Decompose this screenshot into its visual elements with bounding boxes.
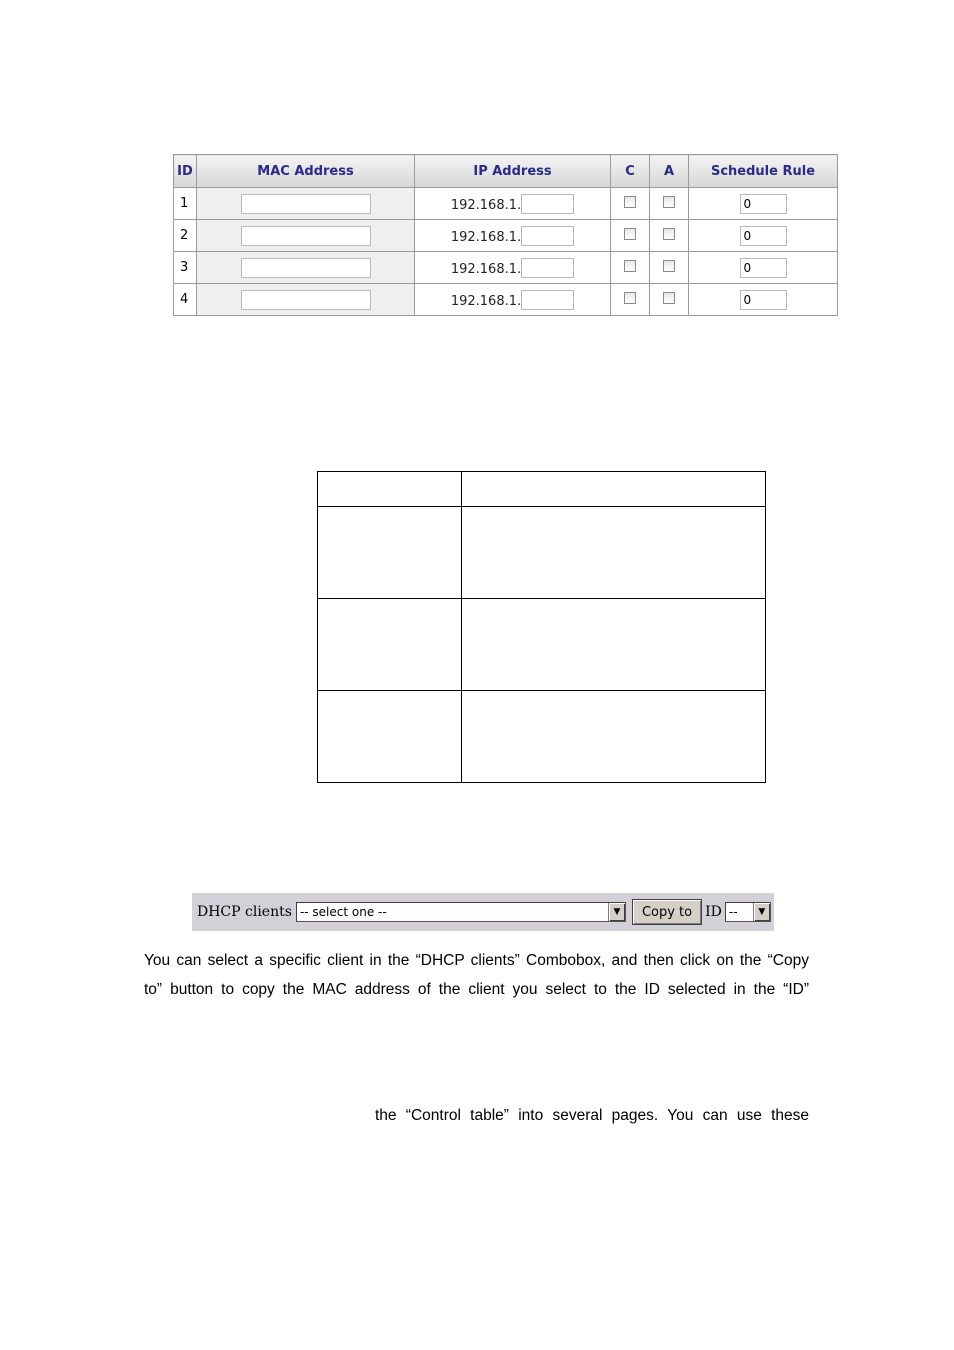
table-row <box>174 220 838 252</box>
header-schedule-rule: Schedule Rule <box>689 155 838 188</box>
paragraph-fragment: the “Control table” into several pages. You can use these <box>375 1107 809 1124</box>
chevron-down-icon[interactable]: ▼ <box>753 903 770 921</box>
description-cell <box>462 691 766 783</box>
description-cell <box>462 472 766 507</box>
description-cell <box>462 599 766 691</box>
c-checkbox[interactable] <box>624 228 636 240</box>
a-checkbox[interactable] <box>663 196 675 208</box>
table-row <box>174 188 838 220</box>
mac-address-input[interactable] <box>241 290 371 310</box>
description-table-row <box>318 599 766 691</box>
control-table-header <box>174 155 838 188</box>
table-row <box>174 284 838 316</box>
description-cell <box>318 472 462 507</box>
description-table-row <box>318 507 766 599</box>
ip-suffix-input[interactable] <box>521 258 574 278</box>
header-c: C <box>611 155 650 188</box>
c-checkbox[interactable] <box>624 260 636 272</box>
control-table <box>173 154 838 316</box>
ip-prefix: 192.168.1. <box>450 262 522 277</box>
schedule-rule-input[interactable] <box>740 258 787 278</box>
row-id: 1 <box>174 188 197 220</box>
copy-to-button[interactable]: Copy to <box>632 899 702 925</box>
ip-prefix: 192.168.1. <box>450 294 522 309</box>
dhcp-clients-select[interactable] <box>296 902 626 922</box>
ip-prefix: 192.168.1. <box>450 230 522 245</box>
a-checkbox[interactable] <box>663 260 675 272</box>
table-row <box>174 252 838 284</box>
ip-prefix: 192.168.1. <box>450 198 522 213</box>
ip-suffix-input[interactable] <box>521 194 574 214</box>
dhcp-clients-bar <box>192 893 774 931</box>
mac-address-input[interactable] <box>241 226 371 246</box>
ip-suffix-input[interactable] <box>521 226 574 246</box>
description-cell <box>318 507 462 599</box>
header-ip-address: IP Address <box>415 155 611 188</box>
schedule-rule-input[interactable] <box>740 290 787 310</box>
mac-address-input[interactable] <box>241 194 371 214</box>
row-id: 2 <box>174 220 197 252</box>
header-mac-address: MAC Address <box>197 155 415 188</box>
c-checkbox[interactable] <box>624 292 636 304</box>
dhcp-clients-label: DHCP clients <box>197 904 292 920</box>
chevron-down-icon[interactable]: ▼ <box>608 903 625 921</box>
description-table-row <box>318 691 766 783</box>
header-a: A <box>650 155 689 188</box>
mac-address-input[interactable] <box>241 258 371 278</box>
description-table-header <box>318 472 766 507</box>
description-cell <box>318 599 462 691</box>
c-checkbox[interactable] <box>624 196 636 208</box>
header-id: ID <box>174 155 197 188</box>
body-paragraph <box>144 946 809 1004</box>
id-select[interactable] <box>725 902 771 922</box>
row-id: 4 <box>174 284 197 316</box>
paragraph-line: You can select a specific client in the “DHCP clients” Combobox, and then click on the “Copy <box>144 952 809 969</box>
description-table <box>317 471 766 783</box>
dhcp-clients-select-value: -- select one -- <box>299 905 387 919</box>
description-cell <box>462 507 766 599</box>
ip-suffix-input[interactable] <box>521 290 574 310</box>
a-checkbox[interactable] <box>663 292 675 304</box>
id-label: ID <box>705 904 722 920</box>
a-checkbox[interactable] <box>663 228 675 240</box>
schedule-rule-input[interactable] <box>740 226 787 246</box>
paragraph-line: to” button to copy the MAC address of the client you select to the ID selected in the “ID” <box>144 981 809 998</box>
id-select-value: -- <box>728 905 738 919</box>
row-id: 3 <box>174 252 197 284</box>
description-cell <box>318 691 462 783</box>
schedule-rule-input[interactable] <box>740 194 787 214</box>
